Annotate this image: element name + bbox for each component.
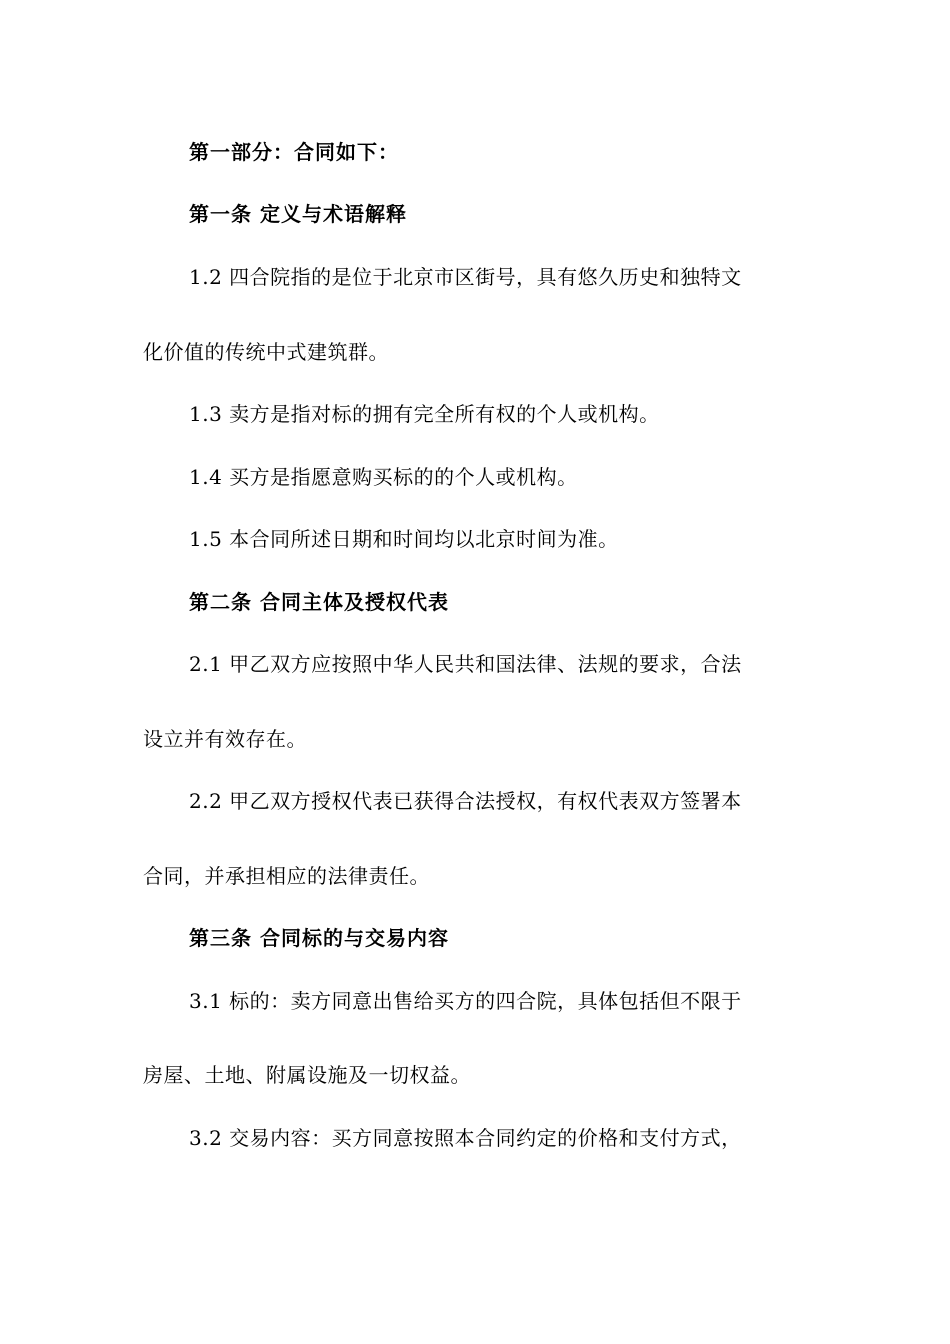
clause-1-4: 1.4 买方是指愿意购买标的的个人或机构。 — [189, 465, 578, 489]
clause-3-1-line-1: 3.1 标的：卖方同意出售给买方的四合院，具体包括但不限于 — [189, 989, 742, 1013]
clause-3-1-line-2: 房屋、土地、附属设施及一切权益。 — [143, 1063, 471, 1087]
clause-2-1-line-1: 2.1 甲乙双方应按照中华人民共和国法律、法规的要求，合法 — [189, 652, 742, 676]
clause-1-3: 1.3 卖方是指对标的拥有完全所有权的个人或机构。 — [189, 402, 660, 426]
article-3-title: 第三条 合同标的与交易内容 — [189, 926, 449, 950]
clause-1-2-line-1: 1.2 四合院指的是位于北京市区街号，具有悠久历史和独特文 — [189, 265, 742, 289]
part-heading: 第一部分：合同如下： — [189, 140, 399, 164]
clause-2-2-line-1: 2.2 甲乙双方授权代表已获得合法授权，有权代表双方签署本 — [189, 789, 742, 813]
clause-2-2-line-2: 合同，并承担相应的法律责任。 — [143, 864, 430, 888]
clause-3-2-line-1: 3.2 交易内容：买方同意按照本合同约定的价格和支付方式， — [189, 1126, 742, 1150]
clause-2-1-line-2: 设立并有效存在。 — [143, 727, 307, 751]
article-2-title: 第二条 合同主体及授权代表 — [189, 590, 449, 614]
clause-1-5: 1.5 本合同所述日期和时间均以北京时间为准。 — [189, 527, 619, 551]
clause-1-2-line-2: 化价值的传统中式建筑群。 — [143, 340, 389, 364]
article-1-title: 第一条 定义与术语解释 — [189, 202, 407, 226]
